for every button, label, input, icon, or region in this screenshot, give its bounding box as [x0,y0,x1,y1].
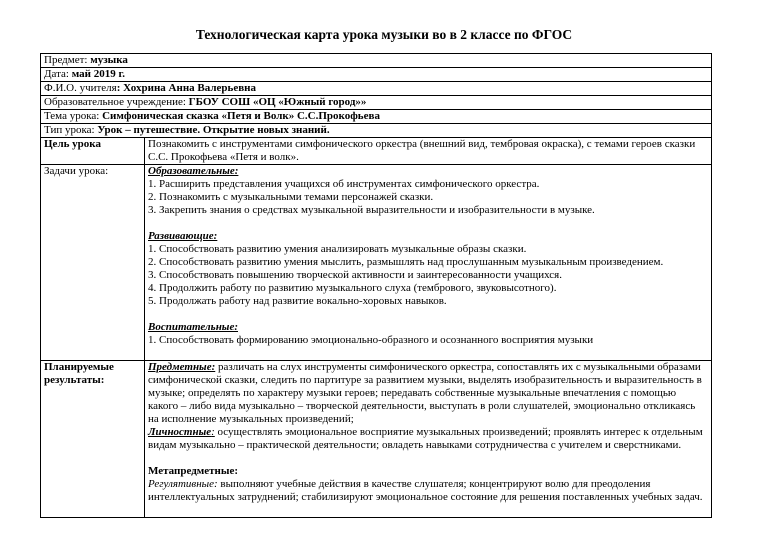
subject-text: музыке; определять по характеру музыки героев; передавать собственные музыкальные впечатления с помощью [148,387,677,399]
task-item: 3. Закрепить знания о средствах музыкальной выразительности и изобразительности в музыке. [148,204,595,216]
educational-heading: Образовательные: [148,165,239,177]
developing-heading: Развивающие: [148,230,218,242]
info-label: Ф.И.О. учителя [44,82,117,94]
tasks-row [41,165,711,361]
info-row-lesson-type [41,124,711,138]
info-value: : Хохрина Анна Валерьевна [116,82,256,94]
goal-text: С.С. Прокофьева «Петя и волк». [148,151,299,163]
info-row-teacher [41,82,711,96]
results-content [145,361,711,517]
info-row-subject [41,54,711,68]
goal-text: Познакомить с инструментами симфонического оркестра (внешний вид, тембровая окраска), с темами героев сказки [148,138,696,150]
info-row-date [41,68,711,82]
personal-heading: Личностные [148,426,212,438]
goal-content [145,138,711,164]
subject-text: на исполнение музыкальных произведений; [148,413,354,425]
personal-colon: : [211,426,215,438]
info-value: май 2019 г. [71,68,125,80]
info-row-topic [41,110,711,124]
info-label: Образовательное учреждение: [44,96,189,108]
task-item: 2. Познакомить с музыкальными темами персонажей сказки. [148,191,434,203]
tasks-label: Задачи урока: [41,165,145,360]
subject-results [148,361,708,374]
info-value: Урок – путешествие. Открытие новых знаний. [97,124,330,136]
task-item: 1. Способствовать формированию эмоционально-образного и осознанного восприятия музыки [148,334,594,346]
meta-heading: Метапредметные: [148,465,239,477]
document-title: Технологическая карта урока музыки во в 2 классе по ФГОС [195,27,573,42]
regulative-text: интеллектуальных затруднений; стабилизируют эмоциональное состояние для решения поставленных учебных задач. [148,491,703,503]
task-item: 1. Расширить представления учащихся об инструментах симфонического оркестра. [148,178,540,190]
task-item: 1. Способствовать развитию умения анализировать музыкальные образы сказки. [148,243,527,255]
regulative-text: выполняют учебные действия в качестве слушателя; концентрируют волю для преодоления [217,478,651,490]
info-value: Симфоническая сказка «Петя и Волк» С.С.Прокофьева [102,110,380,122]
goal-row [41,138,711,165]
info-label: Тип урока: [44,124,98,136]
info-label: Дата: [44,68,72,80]
personal-results [148,426,708,439]
results-label-line: результаты: [44,374,105,386]
regulative-label: Регулятивные: [148,478,218,490]
regulative-results [148,478,708,491]
lesson-card-table [40,53,712,518]
goal-label: Цель урока [41,138,145,164]
info-label: Предмет: [44,54,91,66]
task-item: 5. Продолжать работу над развитие вокально-хоровых навыков. [148,295,447,307]
task-item: 4. Продолжить работу по развитию музыкального слуха (тембрового, звуковысотного). [148,282,557,294]
subject-text: различать на слух инструменты симфонического оркестра, сопоставлять их с музыкальными образами [215,361,701,373]
results-row [41,361,711,517]
task-item: 3. Способствовать повышению творческой активности и заинтересованности учащихся. [148,269,562,281]
task-item: 2. Способствовать развитию умения мыслить, размышлять над прослушанным музыкальным произведением. [148,256,664,268]
personal-text: видам музыкально – практической деятельности; овладеть навыками сотрудничества с учителем и сверстниками. [148,439,682,451]
results-label [41,361,145,517]
personal-text: осуществлять эмоциональное восприятие музыкальных произведений; проявлять интерес к отдельным [214,426,703,438]
subject-text: симфонической сказки, следить по партитуре за развитием музыки, выделять изобразительность и выразительность в [148,374,702,386]
results-label-line: Планируемые [44,361,114,373]
upbringing-heading: Воспитательные: [148,321,238,333]
info-value: ГБОУ СОШ «ОЦ «Южный город»» [188,96,367,108]
info-label: Тема урока: [44,110,103,122]
info-row-school [41,96,711,110]
info-value: музыка [90,54,128,66]
tasks-content [145,165,711,360]
subject-heading: Предметные: [148,361,216,373]
subject-text: какого – либо вида музыкально – творческой деятельности, выступать в роли слушателей, эмоционально откликаясь [148,400,696,412]
